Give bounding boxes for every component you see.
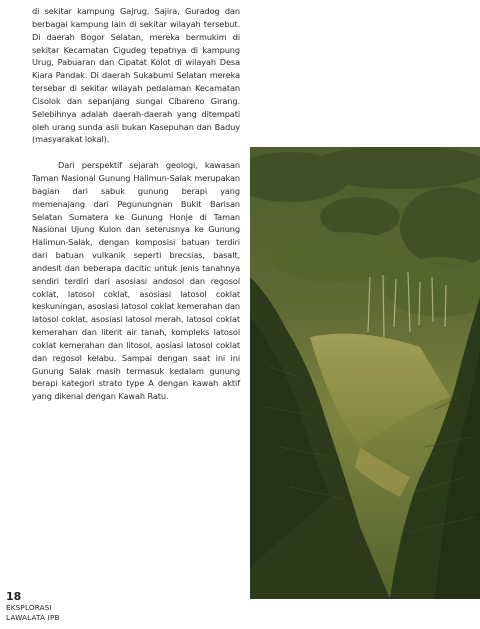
article-body [32, 5, 240, 403]
forest-illustration [250, 147, 480, 599]
paragraph-1: di sekitar kampung Gajrug, Sajira, Guradog dan berbagai kampung lain di sekitar wilayah tersebut. Di daerah Bogor Selatan, mereka bermukim di sekitar Kecamatan Cigudeg tepatnya di kampung Urug, Pabuaran dan Cipatat Kolot di wilayah Desa Kiara Pandak. Di daerah Sukabumi Selatan mereka tersebar di sekitar wilayah pedalaman Kecamatan Cisolok dan sepanjang sungai Cibareno Girang. Selebihnya adalah daerah-daerah yang ditempati oleh urang sunda asli bukan Kasepuhan dan Baduy (masyarakat lokal). [32, 6, 240, 145]
publication-name-line1: EKSPLORASI [6, 603, 52, 612]
publication-name-line2: LAWALATA IPB [6, 612, 60, 622]
page-number: 18 [6, 590, 22, 603]
forest-valley-photo [250, 147, 480, 599]
paragraph-2: Dari perspektif sejarah geologi, kawasan Taman Nasional Gunung Halimun-Salak merupakan bagian dari sabuk gunung berapi yang memenajang dari Pegunungnan Bukit Barisan Selatan Sumatera ke Gunung Honje di Taman Nasional Ujung Kulon dan seterusnya ke Gunung Halimun-Salak, dengan komposisi batuan terdiri dari batuan vulkanik seperti brecsias, basalt, andesit dan beberapa dacitic untuk jenis tanahnya sendiri terdiri dari asosiasi andosol dan regosol coklat, latosol coklat, asosiasi latosol coklat keskuningan, asosiasi latosol coklat kemerahan dan latosol coklat, asosiasi latosol merah, latosol coklat kemerahan dan literit air tanah, kompleks latosol coklat kemerahan dan litosol, aosiasi latosol coklat dan regosol kelabu. Sampai dengan saat ini ini Gunung Salak masih termasuk kedalam gunung berapi kategori strato type A dengan kawah aktif yang dikenal dengan Kawah Ratu. [32, 160, 240, 402]
page-footer [6, 590, 60, 622]
